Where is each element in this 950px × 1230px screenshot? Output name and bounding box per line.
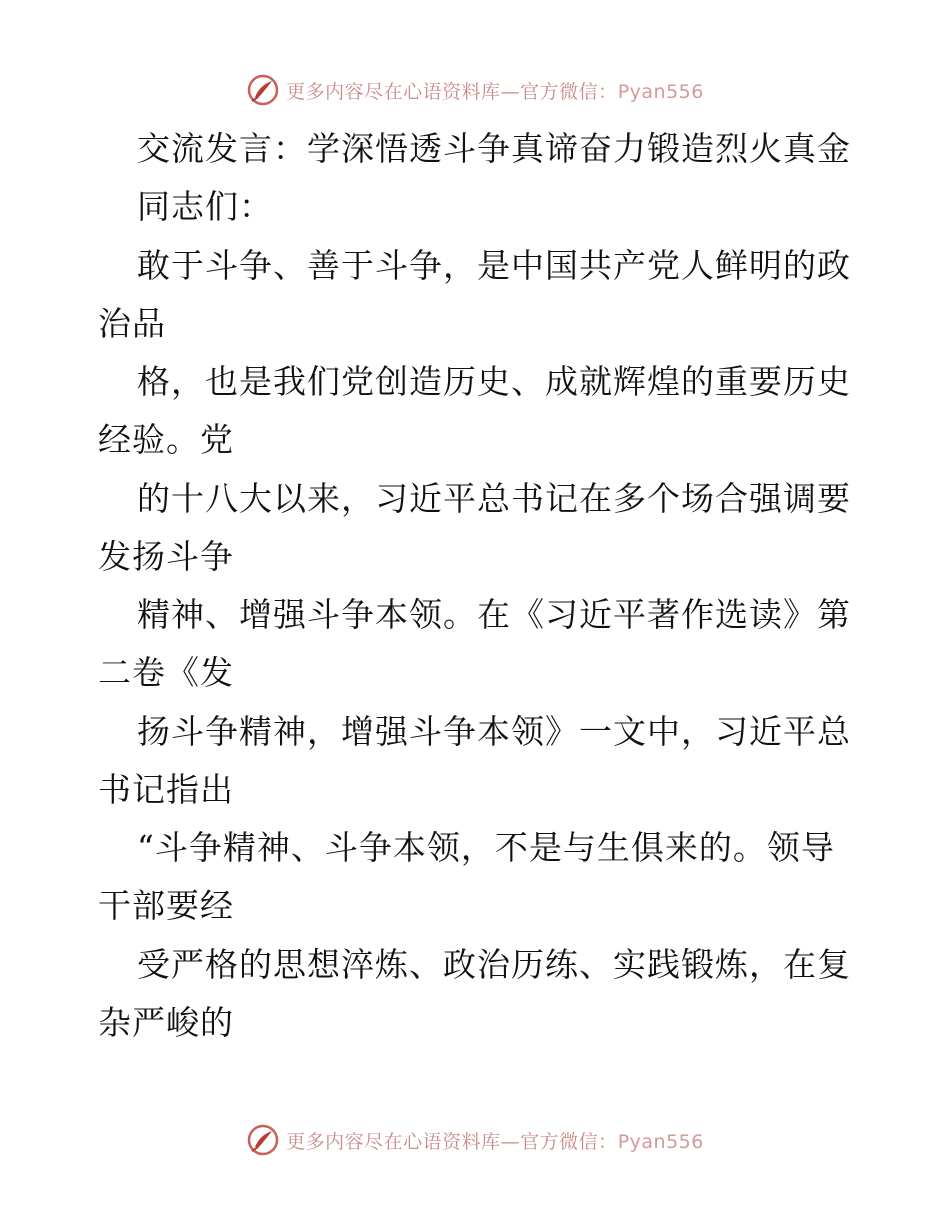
- body-line: 精神、增强斗争本领。在《习近平著作选读》第: [137, 595, 851, 634]
- body-line: 杂严峻的: [98, 1003, 234, 1042]
- body-line: 发扬斗争: [98, 537, 234, 576]
- watermark-dash: —: [500, 80, 521, 103]
- watermark-account: Pyan556: [617, 80, 704, 103]
- body-line: “斗争精神、斗争本领，不是与生俱来的。领导: [137, 828, 835, 867]
- watermark-text: [286, 77, 704, 104]
- salutation: 同志们：: [137, 187, 273, 226]
- body-line: 的十八大以来，习近平总书记在多个场合强调要: [137, 479, 851, 518]
- watermark-main: 更多内容尽在心语资料库: [286, 1130, 501, 1153]
- pen-logo-icon: [246, 73, 280, 107]
- header-watermark: [0, 70, 950, 110]
- body-line: 书记指出: [98, 770, 234, 809]
- body-line: 干部要经: [98, 886, 234, 925]
- body-line: 治品: [98, 304, 166, 343]
- body-line: 敢于斗争、善于斗争，是中国共产党人鲜明的政: [137, 246, 851, 285]
- pen-logo-icon: [246, 1123, 280, 1157]
- body-line: 扬斗争精神，增强斗争本领》一文中，习近平总: [137, 712, 851, 751]
- document-title: 交流发言：学深悟透斗争真谛奋力锻造烈火真金: [137, 129, 851, 168]
- body-line: 格，也是我们党创造历史、成就辉煌的重要历史: [137, 362, 851, 401]
- footer-watermark: [0, 1120, 950, 1160]
- body-line: 受严格的思想淬炼、政治历练、实践锻炼，在复: [137, 945, 851, 984]
- watermark-account: Pyan556: [617, 1130, 704, 1153]
- watermark-main: 更多内容尽在心语资料库: [286, 80, 501, 103]
- watermark-channel: 官方微信：: [520, 80, 618, 103]
- watermark-dash: —: [500, 1130, 521, 1153]
- watermark-text: [286, 1127, 704, 1154]
- body-line: 经验。党: [98, 420, 234, 459]
- body-line: 二卷《发: [98, 653, 234, 692]
- watermark-channel: 官方微信：: [520, 1130, 618, 1153]
